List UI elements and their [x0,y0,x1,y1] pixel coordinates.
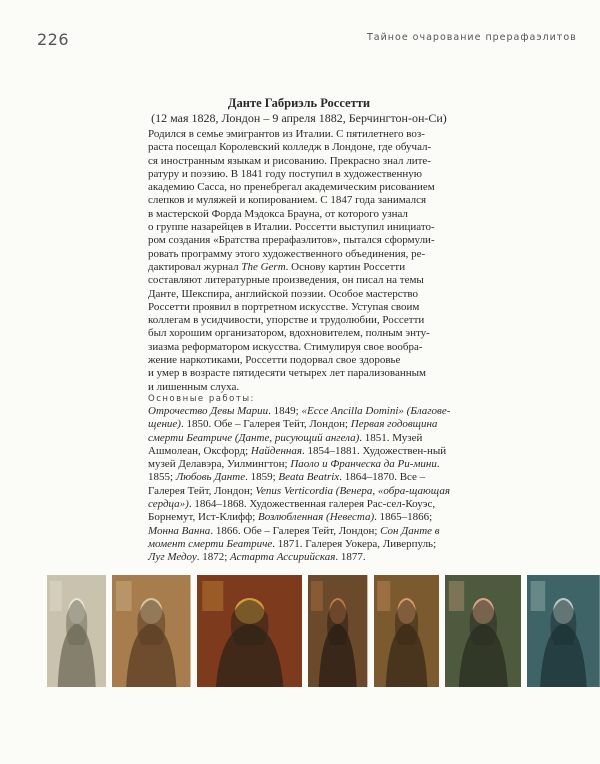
work-title: Астарта Ассирийская [230,551,336,564]
work-title: Монна Ванна [148,524,211,537]
bio-line: был хорошим организатором, вдохновителем, полным энту- [148,327,430,340]
major-works [148,393,452,565]
painting-strip [47,575,600,687]
bio-line: и лишенным слуха. [148,380,240,393]
painting-girlhood [112,575,191,687]
work-title: «Ecce Ancilla Domini» (Благове-щение) [148,405,451,431]
work-details: . 1865–1866; [374,511,433,524]
painting-venus [374,575,439,687]
bio-line: зиазма реформатором искусства. Стимулируя свое вообра- [148,340,423,353]
painting-beata-beatrix [308,575,367,687]
work-details: . 1872; [196,551,231,564]
bio-line: Данте, Шекспира, английской поэзии. Особое мастерство [148,287,419,300]
bio-line: ровать программу этого художественного объединения, ре- [148,247,426,260]
work-details: . 1877. [335,551,366,564]
artist-name: Данте Габриэль Россетти [227,96,371,110]
bio-line: ратуру и поэзию. В 1841 году поступил в художественную [148,167,422,180]
bio-line: в мастерской Форда Мэдокса Брауна, от которого узнал [148,207,408,220]
bio-line: коллегам в усидчивости, упорстве и трудолюбии, Россетти [148,314,425,327]
work-title: Отрочество Девы Марии [148,405,269,417]
bio-line: академию Сасса, но пренебрегал академическим рисованием [148,181,435,194]
page-number: 226 [37,30,70,49]
work-title: Сон Данте в момент смерти Беатриче [148,524,440,550]
painting-astarte [527,575,600,687]
work-details: . 1864–1868. Художественная галерея Рас-сел-Коуэс, Борнемут, Ист-Клифф; [148,498,436,524]
work-title: Venus Verticordia (Венера, «обра-щающая сердца») [148,484,450,511]
work-title: Луг Медоу [148,551,197,564]
journal-title: The Germ [241,260,286,273]
bio-line: составляют литературные произведения, он писал на темы [148,274,424,287]
work-title: Первая годовщина смерти Беатриче (Данте, рисующий ангела) [148,418,438,444]
work-title: Паоло и Франческа да Ри-мини [290,458,437,471]
painting-monna-vanna [445,575,522,687]
bio-line: Родился в семье эмигрантов из Италии. С пятилетнего воз- [148,128,425,140]
work-title: Beata Beatrix [278,471,340,484]
bio-line: ся иностранным языкам и рисованию. Прекрасно знал лите- [148,154,431,167]
work-title: Возлюбленная (Невеста) [258,511,375,524]
bio-text: . Основу картин Россетти [285,260,406,273]
work-title: Найденная [250,444,302,457]
bio-line: Россетти проявил в портретном искусстве. Уступая своим [148,300,420,313]
artist-heading [148,96,450,125]
work-details: . 1854–1881. Художествен-ный музей Делавэра, Уилмингтон; [148,444,447,471]
bio-line: слепков и муляжей и копированием. С 1847 года занимался [148,194,427,207]
bio-line: и умер в возрасте пятидесяти четырех лет парализованным [148,367,426,380]
biography [148,128,452,394]
work-details: . 1855; [148,458,440,484]
bio-line [148,261,452,274]
bio-line: жение наркотиками, Россетти подорвал свое здоровье [148,354,401,367]
work-details: . 1850. Обе – Галерея Тейт, Лондон; [180,418,351,431]
running-header: Тайное очарование прерафаэлитов [367,32,577,43]
major-works-label: Основные работы: [148,394,255,404]
major-works-list [148,405,452,565]
work-details: . 1859; [245,471,279,484]
bio-line: ром создания «Братства прерафаэлитов», пытался сформули- [148,234,435,247]
artist-dates: (12 мая 1828, Лондон – 9 апреля 1882, Берчингтон-он-Си) [151,111,447,125]
work-details: . 1871. Галерея Уокера, Ливерпуль; [272,537,437,550]
work-details: . 1864–1870. Все – Галерея Тейт, Лондон; [148,471,426,497]
painting-annunciation [47,575,106,687]
work-title: Любовь Данте [175,471,246,484]
work-details: . 1866. Обе – Галерея Тейт, Лондон; [210,524,381,537]
bio-line: раста посещал Королевский колледж в Лондоне, где обучал- [148,141,432,154]
bio-text: дактировал журнал [148,260,242,273]
work-details: . 1851. Музей Ашмолеан, Оксфорд; [148,431,423,457]
work-details: . 1849; [268,405,302,417]
painting-beloved [197,575,302,687]
bio-line: о группе назарейцев в Италии. Россетти выступил инициато- [148,221,435,234]
